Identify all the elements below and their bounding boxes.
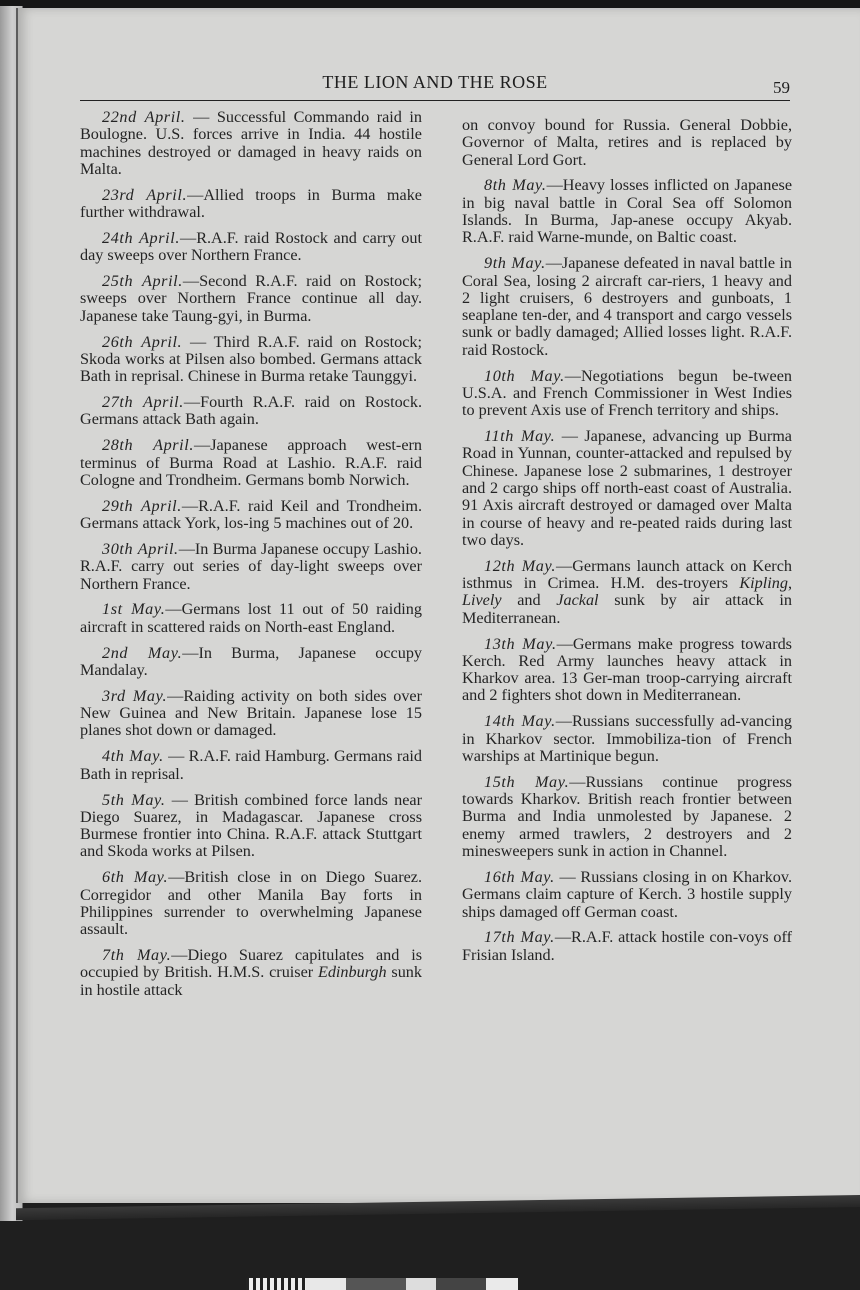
- entry-date: 7th May.: [102, 946, 172, 965]
- entry-separator: —: [165, 790, 195, 809]
- entry-separator: —: [564, 366, 581, 385]
- entry-7-may: [80, 947, 422, 999]
- entry-text: Japanese approach west-ern terminus of Burma Road at Lashio. R.A.F. raid Cologne and Trondheim. Germans bomb Norwich.: [80, 436, 422, 489]
- entry-date: 29th April.: [102, 496, 182, 515]
- entry-text-cont: and: [501, 591, 557, 610]
- entry-date: 11th May.: [484, 427, 556, 446]
- entry-separator: —: [178, 539, 195, 558]
- entry-date: 2nd May.: [102, 643, 183, 662]
- entry-separator: —: [168, 868, 185, 887]
- target-segment: [346, 1278, 406, 1290]
- entry-1-may: [80, 601, 422, 636]
- entry-date: 14th May.: [484, 712, 556, 731]
- entry-date: 22nd April.: [102, 108, 186, 126]
- entry-separator: —: [556, 556, 573, 575]
- entry-separator: —: [554, 928, 572, 947]
- entry-30-april: [80, 541, 422, 593]
- entry-text: Germans lost 11 out of 50 raiding aircraft in scattered raids on North-east England.: [80, 600, 422, 636]
- entry-22-april: [80, 109, 422, 178]
- left-column: [80, 109, 422, 1008]
- entry-separator: —: [555, 712, 572, 731]
- entry-text: Russians continue progress towards Kharkov. British reach frontier between Burma and India unmolested by Japanese. 2 enemy armed trawlers, 2 destroyers and 2 minesweepers sunk in action in Channel.: [462, 772, 792, 861]
- entry-date: 6th May.: [102, 868, 169, 887]
- entry-separator: —: [171, 946, 188, 965]
- entry-12-may: [462, 558, 792, 627]
- entry-23-april: [80, 187, 422, 222]
- entry-separator: —: [556, 634, 573, 653]
- entry-date: 10th May.: [484, 366, 565, 385]
- entry-4-may: [80, 748, 422, 783]
- entry-text: Third R.A.F. raid on Rostock; Skoda works at Pilsen also bombed. Germans attack Bath in reprisal. Chinese in Burma retake Taunggyi.: [80, 332, 422, 386]
- entry-date: 8th May.: [484, 176, 547, 195]
- target-segment: [436, 1278, 486, 1290]
- page-number: 59: [773, 78, 790, 97]
- entry-date: 25th April.: [102, 272, 183, 291]
- entry-date: 24th April.: [102, 228, 180, 247]
- entry-2-may: [80, 645, 422, 680]
- entry-text: Russians closing in on Kharkov. Germans claim capture of Kerch. 3 hostile supply ships damaged off German coast.: [462, 867, 792, 921]
- entry-text: R.A.F. raid Hamburg. Germans raid Bath in reprisal.: [80, 747, 422, 783]
- entry-text: Successful Commando raid in Boulogne. U.S. forces arrive in India. 44 hostile machines destroyed or damaged in heavy raids on Malta.: [80, 108, 423, 178]
- entry-9-may: [462, 255, 792, 359]
- entry-date: 13th May.: [484, 634, 557, 653]
- entry-text: Raiding activity on both sides over New Guinea and New Britain. Japanese lose 15 planes shot down or damaged.: [80, 686, 422, 740]
- entry-separator: —: [569, 772, 586, 791]
- target-segment: [246, 1278, 306, 1290]
- entry-11-may: [462, 428, 792, 549]
- entry-date: 4th May.: [102, 747, 164, 766]
- entry-13-may: [462, 636, 792, 705]
- entry-text: R.A.F. raid Rostock and carry out day sweeps over Northern France.: [80, 228, 422, 265]
- entry-10-may: [462, 368, 792, 420]
- entry-continuation: on convoy bound for Russia. General Dobbie, Governor of Malta, retires and is replaced by General Lord Gort.: [462, 116, 792, 169]
- entry-16-may: [462, 869, 792, 921]
- right-column: [462, 117, 792, 973]
- entry-separator: —: [185, 108, 217, 126]
- entry-separator: —: [545, 254, 562, 273]
- entry-date: 26th April.: [102, 332, 183, 351]
- entry-date: 15th May.: [484, 772, 570, 791]
- entry-separator: —: [182, 643, 199, 662]
- entry-separator: —: [182, 332, 214, 351]
- ship-name: Edinburgh: [317, 963, 387, 982]
- entry-6-may: [80, 869, 422, 938]
- entry-29-april: [80, 498, 422, 533]
- entry-text-cont: sunk in hostile attack: [80, 963, 422, 999]
- entry-separator: —: [546, 176, 563, 195]
- target-segment: [306, 1278, 346, 1290]
- entry-text: In Burma, Japanese occupy Mandalay.: [80, 643, 423, 679]
- entry-date: 17th May.: [484, 928, 555, 947]
- scan-color-target: [246, 1278, 518, 1290]
- entry-separator: —: [167, 686, 184, 705]
- ship-name: Lively: [462, 591, 502, 610]
- entry-date: 27th April.: [102, 393, 184, 412]
- entry-text: R.A.F. raid Keil and Trondheim. Germans attack York, los-ing 5 machines out of 20.: [80, 496, 422, 533]
- entry-25-april: [80, 273, 422, 325]
- entry-text: Second R.A.F. raid on Rostock; sweeps over Northern France continue all day. Japanese take Taung-gyi, in Burma.: [80, 272, 422, 325]
- entry-text: Negotiations begun be-tween U.S.A. and French Commissioner in West Indies to prevent Axis use of French territory and ships.: [462, 366, 792, 420]
- entry-text: Diego Suarez capitulates and is occupied by British. H.M.S. cruiser: [80, 946, 422, 982]
- entry-26-april: [80, 334, 422, 386]
- entry-separator: —: [180, 228, 197, 247]
- entry-5-may: [80, 792, 422, 861]
- entry-date: 5th May.: [102, 790, 166, 809]
- entry-separator: —: [163, 747, 189, 766]
- entry-date: 23rd April.: [102, 185, 188, 204]
- entry-separator: —: [183, 393, 201, 412]
- target-segment: [406, 1278, 436, 1290]
- entry-date: 16th May.: [484, 867, 555, 886]
- entry-date: 1st May.: [102, 600, 166, 619]
- entry-text: In Burma Japanese occupy Lashio. R.A.F. carry out series of day-light sweeps over Northern France.: [80, 539, 422, 593]
- entry-date: 3rd May.: [102, 686, 168, 705]
- entry-text: Japanese defeated in naval battle in Coral Sea, losing 2 aircraft car-riers, 1 heavy and 2 light cruisers, 6 destroyers and gunboats, 1 seaplane ten-der, and 4 transport and cargo vessels sunk or badly damaged; Allied losses light. R.A.F. raid Rostock.: [462, 254, 792, 359]
- entry-text-cont: ,: [787, 574, 792, 593]
- entry-15-may: [462, 774, 792, 860]
- entry-separator: —: [181, 496, 199, 515]
- entry-14-may: [462, 713, 792, 765]
- entry-17-may: [462, 929, 792, 964]
- entry-date: 30th April.: [102, 539, 179, 558]
- entry-text: Heavy losses inflicted on Japanese in big naval battle in Coral Sea off Solomon Islands. In Burma, Jap-anese occupy Akyab. R.A.F. raid Warne-munde, on Baltic coast.: [462, 176, 793, 247]
- running-title: THE LION AND THE ROSE: [322, 72, 548, 92]
- entry-3-may: [80, 688, 422, 740]
- entry-text: Germans launch attack on Kerch isthmus in Crimea. H.M. des-troyers: [462, 556, 792, 593]
- entry-text-cont: sunk by air attack in Mediterranean.: [462, 591, 793, 627]
- entry-separator: —: [555, 427, 585, 446]
- target-segment: [486, 1278, 518, 1290]
- entry-text: British combined force lands near Diego Suarez, in Madagascar. Japanese cross Burmese frontier into China. R.A.F. attack Stuttgart and Skoda works at Pilsen.: [80, 790, 422, 861]
- ship-name: Kipling: [739, 574, 788, 593]
- entry-separator: —: [194, 436, 211, 455]
- entry-date: 28th April.: [102, 436, 195, 455]
- entry-24-april: [80, 230, 422, 265]
- entry-separator: —: [554, 867, 581, 886]
- entry-text: Fourth R.A.F. raid on Rostock. Germans attack Bath again.: [80, 393, 422, 429]
- entry-text: Japanese, advancing up Burma Road in Yunnan, counter-attacked and repulsed by Chinese. Japanese lose 2 submarines, 1 destroyer and 2 cargo ships off north-east coast of Australia. 91 Axis aircraft destroyed or damaged over Malta in course of heavy and re-peated raids during last two days.: [462, 427, 792, 549]
- entry-28-april: [80, 437, 422, 489]
- entry-text: R.A.F. attack hostile con-voys off Frisian Island.: [462, 928, 792, 964]
- entry-text: Russians successfully ad-vancing in Kharkov sector. Immobiliza-tion of French warships at Martinique begun.: [462, 712, 792, 765]
- entry-27-april: [80, 394, 422, 429]
- running-head: [80, 68, 790, 101]
- entry-separator: —: [165, 600, 182, 619]
- entry-separator: —: [182, 272, 200, 291]
- ship-name: Jackal: [556, 591, 599, 610]
- entry-date: 9th May.: [484, 254, 546, 273]
- entry-text: Allied troops in Burma make further withdrawal.: [80, 185, 422, 222]
- entry-date: 12th May.: [484, 556, 557, 575]
- entry-separator: —: [187, 185, 204, 204]
- entry-8-may: [462, 177, 792, 246]
- entry-text: British close in on Diego Suarez. Corregidor and other Manila Bay forts in Philippines surrender to overwhelming Japanese assault.: [80, 868, 423, 939]
- entry-text: Germans make progress towards Kerch. Red Army launches heavy attack in Kharkov area. 13 Ger-man troop-carrying aircraft and 2 fighters shot down in Mediterranean.: [462, 634, 792, 705]
